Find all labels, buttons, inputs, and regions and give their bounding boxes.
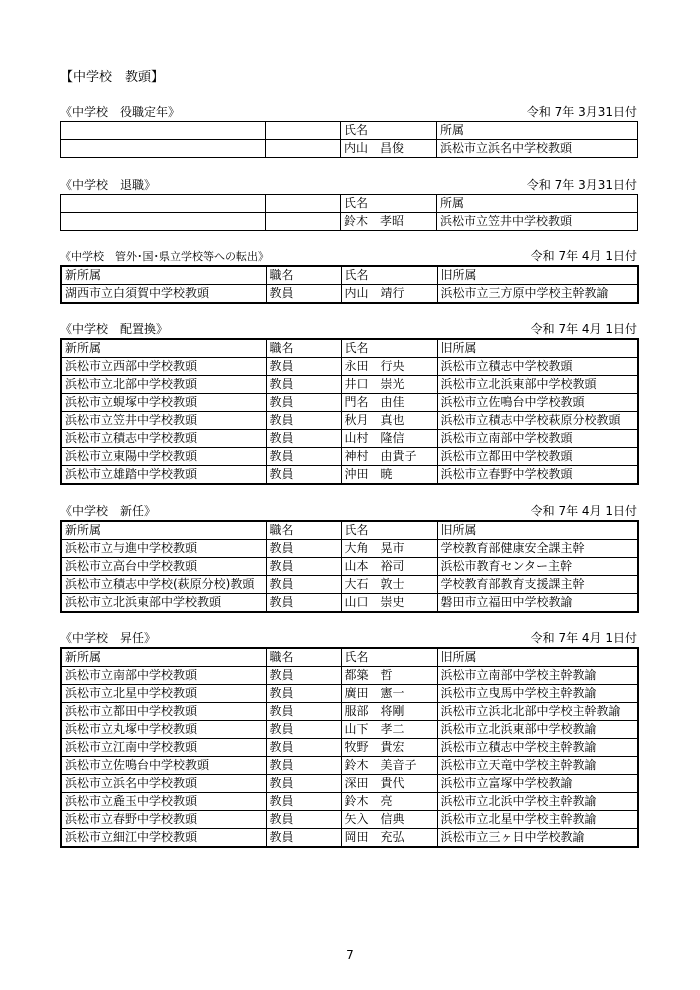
cell-new-affiliation	[61, 140, 266, 158]
table-row	[61, 285, 638, 304]
cell-new-affiliation: 浜松市立笠井中学校教頭	[61, 412, 266, 430]
cell-former-affiliation: 学校教育部教育支援課主幹	[437, 576, 638, 594]
cell-job-title: 教員	[266, 757, 341, 775]
header-cell: 新所属	[61, 648, 266, 667]
cell-new-affiliation: 浜松市立北部中学校教頭	[61, 376, 266, 394]
cell-former-affiliation: 浜松市立天竜中学校主幹教諭	[437, 757, 638, 775]
cell-new-affiliation: 浜松市立北星中学校教頭	[61, 685, 266, 703]
table-header-row	[61, 266, 638, 285]
header-cell: 新所属	[61, 266, 266, 285]
table-row	[61, 394, 638, 412]
cell-name: 神村 由貴子	[341, 448, 437, 466]
cell-former-affiliation: 浜松市立北星中学校主幹教諭	[437, 811, 638, 829]
header-cell: 新所属	[61, 521, 266, 540]
header-cell: 所属	[437, 195, 638, 213]
personnel-table	[60, 647, 639, 848]
cell-new-affiliation: 浜松市立春野中学校教頭	[61, 811, 266, 829]
cell-affiliation: 浜松市立笠井中学校教頭	[437, 213, 638, 231]
header-cell: 氏名	[341, 339, 437, 358]
header-cell: 所属	[437, 122, 638, 140]
cell-name: 服部 将剛	[341, 703, 437, 721]
cell-job-title: 教員	[266, 558, 341, 576]
header-cell: 職名	[266, 521, 341, 540]
cell-job-title: 教員	[266, 466, 341, 485]
cell-job-title: 教員	[266, 703, 341, 721]
section-retirement	[60, 176, 637, 231]
table-row	[61, 358, 638, 376]
page-number: 7	[346, 948, 354, 962]
cell-name: 都築 哲	[341, 667, 437, 685]
header-cell: 職名	[266, 648, 341, 667]
cell-new-affiliation: 浜松市立蜆塚中学校教頭	[61, 394, 266, 412]
cell-name: 大角 晃市	[341, 540, 437, 558]
section-date: 令和 7年 3月31日付	[526, 178, 637, 192]
cell-name: 鈴木 美音子	[341, 757, 437, 775]
table-row	[61, 721, 638, 739]
header-cell: 新所属	[61, 339, 266, 358]
header-cell	[266, 195, 341, 213]
header-cell: 職名	[266, 339, 341, 358]
personnel-table	[60, 338, 639, 485]
cell-job-title: 教員	[266, 739, 341, 757]
table-row	[61, 540, 638, 558]
header-cell: 旧所属	[437, 266, 638, 285]
cell-former-affiliation: 浜松市立浜北北部中学校主幹教諭	[437, 703, 638, 721]
table-row	[61, 829, 638, 848]
header-cell	[61, 122, 266, 140]
section-title: 《中学校 配置換》	[60, 322, 169, 336]
table-row	[61, 430, 638, 448]
table-row	[61, 448, 638, 466]
header-cell: 職名	[266, 266, 341, 285]
table-row	[61, 757, 638, 775]
table-row	[61, 140, 638, 158]
header-cell: 氏名	[341, 648, 437, 667]
cell-former-affiliation: 浜松市立佐鳴台中学校教頭	[437, 394, 638, 412]
personnel-table	[60, 194, 638, 231]
cell-new-affiliation: 浜松市立江南中学校教頭	[61, 739, 266, 757]
cell-name: 永田 行央	[341, 358, 437, 376]
table-header-row	[61, 122, 638, 140]
cell-job-title	[266, 213, 341, 231]
personnel-table	[60, 265, 639, 304]
cell-new-affiliation: 浜松市立与進中学校教頭	[61, 540, 266, 558]
cell-name: 井口 崇光	[341, 376, 437, 394]
section-date: 令和 7年 3月31日付	[526, 105, 637, 119]
header-cell: 氏名	[341, 122, 437, 140]
header-cell	[266, 122, 341, 140]
cell-job-title: 教員	[266, 685, 341, 703]
section-date: 令和 7年 4月 1日付	[530, 504, 637, 518]
header-cell: 氏名	[341, 266, 437, 285]
cell-new-affiliation: 浜松市立細江中学校教頭	[61, 829, 266, 848]
cell-new-affiliation: 浜松市立東陽中学校教頭	[61, 448, 266, 466]
cell-name: 鈴木 亮	[341, 793, 437, 811]
section-new-appointment	[60, 502, 637, 613]
cell-job-title: 教員	[266, 540, 341, 558]
cell-former-affiliation: 浜松市立富塚中学校教諭	[437, 775, 638, 793]
section-title: 《中学校 新任》	[60, 504, 157, 518]
cell-former-affiliation: 浜松市立南部中学校主幹教諭	[437, 667, 638, 685]
cell-name: 深田 貴代	[341, 775, 437, 793]
table-row	[61, 811, 638, 829]
table-header-row	[61, 521, 638, 540]
cell-job-title: 教員	[266, 793, 341, 811]
cell-name: 山本 裕司	[341, 558, 437, 576]
header-cell: 旧所属	[437, 521, 638, 540]
cell-job-title: 教員	[266, 394, 341, 412]
table-row	[61, 213, 638, 231]
cell-job-title: 教員	[266, 285, 341, 304]
cell-job-title: 教員	[266, 576, 341, 594]
cell-new-affiliation: 浜松市立麁玉中学校教頭	[61, 793, 266, 811]
table-row	[61, 685, 638, 703]
cell-former-affiliation: 浜松市立積志中学校教頭	[437, 358, 638, 376]
cell-new-affiliation	[61, 213, 266, 231]
cell-former-affiliation: 浜松市立都田中学校教頭	[437, 448, 638, 466]
cell-name: 沖田 暁	[341, 466, 437, 485]
header-cell: 旧所属	[437, 648, 638, 667]
section-date: 令和 7年 4月 1日付	[530, 322, 637, 336]
cell-name: 秋月 真也	[341, 412, 437, 430]
table-row	[61, 466, 638, 485]
header-cell	[61, 195, 266, 213]
table-row	[61, 739, 638, 757]
cell-job-title: 教員	[266, 811, 341, 829]
section-retirement-age	[60, 103, 637, 158]
header-cell: 旧所属	[437, 339, 638, 358]
cell-job-title: 教員	[266, 594, 341, 613]
cell-former-affiliation: 浜松市立曳馬中学校主幹教諭	[437, 685, 638, 703]
table-row	[61, 576, 638, 594]
table-row	[61, 412, 638, 430]
cell-former-affiliation: 浜松市立積志中学校萩原分校教頭	[437, 412, 638, 430]
cell-new-affiliation: 浜松市立浜名中学校教頭	[61, 775, 266, 793]
cell-job-title: 教員	[266, 412, 341, 430]
section-title: 《中学校 昇任》	[60, 631, 157, 645]
cell-name: 大石 敦士	[341, 576, 437, 594]
section-promotion	[60, 629, 637, 848]
cell-new-affiliation: 浜松市立丸塚中学校教頭	[61, 721, 266, 739]
header-cell: 氏名	[341, 521, 437, 540]
page-heading: 【中学校 教頭】	[60, 70, 165, 85]
cell-former-affiliation: 浜松市立三方原中学校主幹教諭	[437, 285, 638, 304]
cell-former-affiliation: 学校教育部健康安全課主幹	[437, 540, 638, 558]
cell-new-affiliation: 浜松市立都田中学校教頭	[61, 703, 266, 721]
cell-name: 鈴木 孝昭	[341, 213, 437, 231]
section-date: 令和 7年 4月 1日付	[530, 631, 637, 645]
section-title: 《中学校 退職》	[60, 178, 157, 192]
header-cell: 氏名	[341, 195, 437, 213]
cell-former-affiliation: 浜松市立積志中学校主幹教諭	[437, 739, 638, 757]
cell-name: 山村 隆信	[341, 430, 437, 448]
table-row	[61, 667, 638, 685]
table-row	[61, 558, 638, 576]
cell-name: 岡田 充弘	[341, 829, 437, 848]
cell-former-affiliation: 浜松市立北浜中学校主幹教諭	[437, 793, 638, 811]
section-title: 《中学校 管外･国･県立学校等への転出》	[60, 250, 269, 263]
section-reassignment	[60, 320, 637, 485]
table-row	[61, 594, 638, 613]
cell-former-affiliation: 浜松市立三ヶ日中学校教諭	[437, 829, 638, 848]
cell-job-title: 教員	[266, 448, 341, 466]
section-title: 《中学校 役職定年》	[60, 105, 181, 119]
cell-former-affiliation: 浜松市立春野中学校教頭	[437, 466, 638, 485]
table-row	[61, 703, 638, 721]
cell-job-title: 教員	[266, 721, 341, 739]
cell-name: 山下 孝二	[341, 721, 437, 739]
cell-former-affiliation: 磐田市立福田中学校教諭	[437, 594, 638, 613]
cell-job-title	[266, 140, 341, 158]
table-header-row	[61, 195, 638, 213]
section-transfer-out	[60, 247, 637, 304]
personnel-table	[60, 520, 639, 613]
cell-job-title: 教員	[266, 376, 341, 394]
cell-name: 廣田 憲一	[341, 685, 437, 703]
cell-job-title: 教員	[266, 829, 341, 848]
cell-former-affiliation: 浜松市立北浜東部中学校教諭	[437, 721, 638, 739]
cell-name: 矢入 信典	[341, 811, 437, 829]
cell-former-affiliation: 浜松市立南部中学校教頭	[437, 430, 638, 448]
table-row	[61, 775, 638, 793]
cell-new-affiliation: 浜松市立北浜東部中学校教頭	[61, 594, 266, 613]
cell-new-affiliation: 浜松市立積志中学校(萩原分校)教頭	[61, 576, 266, 594]
cell-affiliation: 浜松市立浜名中学校教頭	[437, 140, 638, 158]
table-header-row	[61, 339, 638, 358]
cell-new-affiliation: 浜松市立南部中学校教頭	[61, 667, 266, 685]
personnel-table	[60, 121, 638, 158]
cell-name: 牧野 貴宏	[341, 739, 437, 757]
cell-name: 内山 昌俊	[341, 140, 437, 158]
table-row	[61, 376, 638, 394]
cell-job-title: 教員	[266, 430, 341, 448]
section-date: 令和 7年 4月 1日付	[530, 249, 637, 263]
cell-new-affiliation: 浜松市立高台中学校教頭	[61, 558, 266, 576]
table-row	[61, 793, 638, 811]
cell-job-title: 教員	[266, 358, 341, 376]
cell-job-title: 教員	[266, 667, 341, 685]
cell-former-affiliation: 浜松市教育センター主幹	[437, 558, 638, 576]
cell-new-affiliation: 浜松市立雄踏中学校教頭	[61, 466, 266, 485]
cell-new-affiliation: 湖西市立白須賀中学校教頭	[61, 285, 266, 304]
cell-new-affiliation: 浜松市立佐鳴台中学校教頭	[61, 757, 266, 775]
cell-name: 門名 由佳	[341, 394, 437, 412]
cell-new-affiliation: 浜松市立積志中学校教頭	[61, 430, 266, 448]
cell-former-affiliation: 浜松市立北浜東部中学校教頭	[437, 376, 638, 394]
cell-name: 内山 靖行	[341, 285, 437, 304]
cell-name: 山口 崇史	[341, 594, 437, 613]
table-header-row	[61, 648, 638, 667]
cell-new-affiliation: 浜松市立西部中学校教頭	[61, 358, 266, 376]
cell-job-title: 教員	[266, 775, 341, 793]
